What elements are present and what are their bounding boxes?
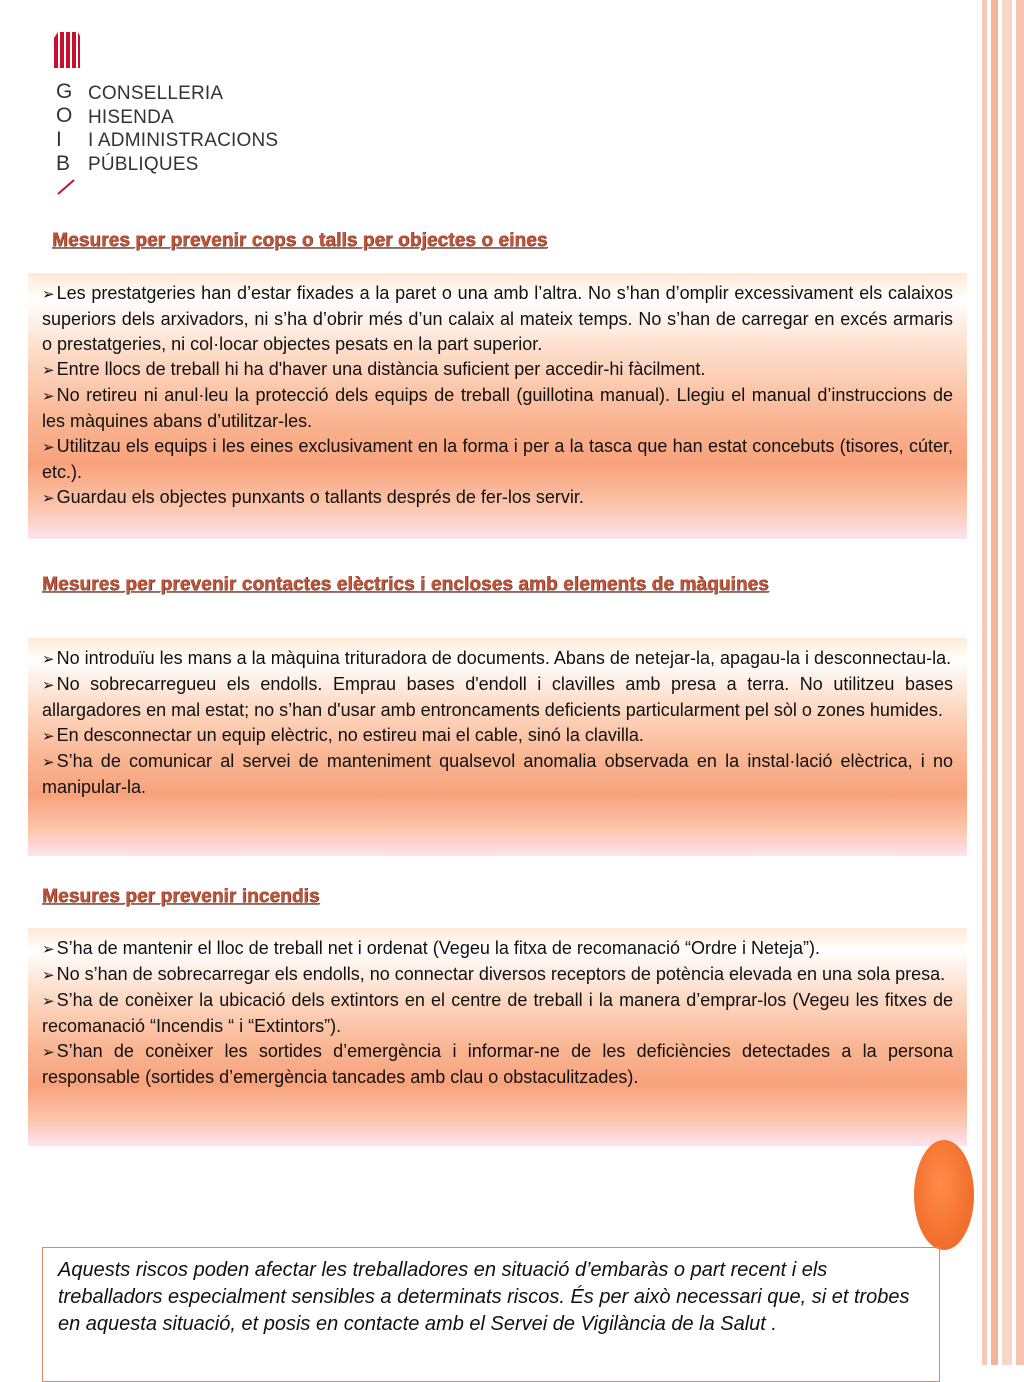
list-item: ➢ S’ha de conèixer la ubicació dels extintors en el centre de treball i la manera d’emprar-los (Vegeu les fitxes de recomanació “Incendis “ i “Extintors”). [42,990,953,1036]
list-item: ➢ S’han de conèixer les sortides d’emergència i informar-ne de les deficiències detectades a la persona responsable (sortides d’emergència tancades amb clau o obstaculitzades). [42,1041,953,1087]
list-item: ➢ No introduïu les mans a la màquina trituradora de documents. Abans de netejar-la, apagau-la i desconnectau-la. [42,648,952,668]
list-item: ➢ S’ha de mantenir el lloc de treball net i ordenat (Vegeu la fitxa de recomanació “Ordre i Neteja”). [42,938,820,958]
arrow-bullet-icon: ➢ [42,490,55,507]
logo-line: PÚBLIQUES [88,153,199,175]
slash-icon [56,178,76,196]
logo-line: I ADMINISTRACIONS [88,130,279,151]
arrow-bullet-icon: ➢ [42,754,55,771]
logo-line: CONSELLERIA [88,83,224,104]
arrow-bullet-icon: ➢ [42,651,55,668]
flag-icon [52,28,82,70]
section-heading-cuts: Mesures per prevenir cops o talls per objectes o eines [52,230,548,251]
section-panel-fire [28,928,967,1146]
logo-letter: I [56,128,62,151]
section-heading-fire: Mesures per prevenir incendis [42,886,320,907]
arrow-bullet-icon: ➢ [42,967,55,984]
arrow-bullet-icon: ➢ [42,439,55,456]
list-item: ➢ No s’han de sobrecarregar els endolls, no connectar diversos receptors de potència elevada en una sola presa. [42,964,946,984]
arrow-bullet-icon: ➢ [42,728,55,745]
section-panel-electrical [28,638,967,856]
logo-letter: O [56,104,73,127]
arrow-bullet-icon: ➢ [42,362,55,379]
goib-logo [50,26,290,196]
arrow-bullet-icon: ➢ [42,286,55,303]
notice-text: Aquests riscos poden afectar les treballadores en situació d’embaràs o part recent i els treballadors especialment sensibles a determinats riscos. És per això necessari que, si et trobes en aquesta situació, et posis en contacte amb el Servei de Vigilància de la Salut . [58,1259,910,1335]
arrow-bullet-icon: ➢ [42,1044,55,1061]
logo-letters [56,80,80,176]
list-item: ➢ No sobrecarregueu els endolls. Emprau bases d'endoll i clavilles amb presa a terra. No utilitzeu bases allargadores en mal estat; no s’han d'usar amb entroncaments deficients particularment pel sòl o zones humides. [42,674,953,720]
arrow-bullet-icon: ➢ [42,677,55,694]
logo-letter: B [56,152,71,175]
decorative-orb [914,1140,974,1250]
logo-text [88,82,278,176]
list-item: ➢ S’ha de comunicar al servei de manteniment qualsevol anomalia observada en la instal·lació elèctrica, i no manipular-la. [42,751,953,797]
section-panel-cuts [28,273,967,539]
logo-line: HISENDA [88,106,174,128]
arrow-bullet-icon: ➢ [42,993,55,1010]
section-heading-electrical: Mesures per prevenir contactes elèctrics i encloses amb elements de màquines [42,574,769,595]
list-item: ➢ En desconnectar un equip elèctric, no estireu mai el cable, sinó la clavilla. [42,725,644,745]
notice-box [42,1247,940,1382]
list-item: ➢ Entre llocs de treball hi ha d'haver una distància suficient per accedir-hi fàcilment. [42,359,706,379]
list-item: ➢ Utilitzau els equips i les eines exclusivament en la forma i per a la tasca que han estat concebuts (tisores, cúter, etc.). [42,436,953,482]
decorative-stripes [978,0,1024,1365]
logo-letter: G [56,80,73,103]
arrow-bullet-icon: ➢ [42,941,55,958]
list-item: ➢ No retireu ni anul·leu la protecció dels equips de treball (guillotina manual). Llegiu el manual d’instruccions de les màquines abans d’utilitzar-les. [42,385,953,431]
arrow-bullet-icon: ➢ [42,388,55,405]
list-item: ➢ Les prestatgeries han d’estar fixades a la paret o una amb l’altra. No s’han d’omplir excessivament els calaixos superiors dels arxivadors, ni s’ha d’obrir més d’un calaix al mateix temps. No s’han de carregar en excés armaris o prestatgeries, ni col·locar objectes pesats en la part superior. [42,283,953,354]
list-item: ➢ Guardau els objectes punxants o tallants després de fer-los servir. [42,487,584,507]
